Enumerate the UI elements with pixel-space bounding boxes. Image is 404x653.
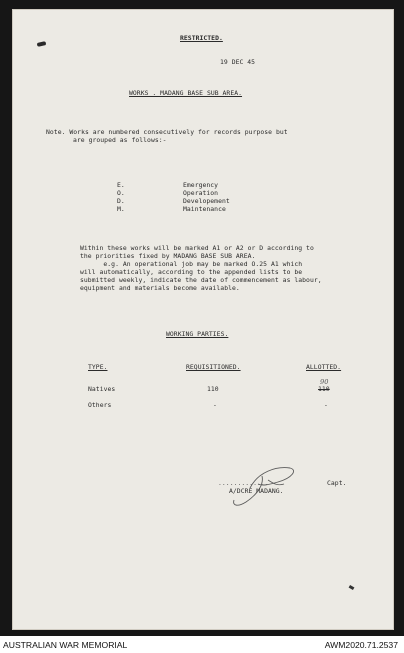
signatory: A/DCRE MADANG. xyxy=(229,487,284,495)
table-header-allotted: ALLOTTED. xyxy=(306,363,342,371)
group-name: Emergency xyxy=(183,181,219,189)
document-page xyxy=(12,9,394,630)
table-cell-type: Others xyxy=(88,401,112,409)
signature-line: ............. xyxy=(218,479,269,487)
group-name: Developement xyxy=(183,197,230,205)
paragraph-line: equipment and materials become available. xyxy=(80,284,240,292)
document-date: 19 DEC 45 xyxy=(220,58,256,66)
group-name: Operation xyxy=(183,189,219,197)
signature-rank: Capt. xyxy=(327,479,347,487)
footer-bar xyxy=(0,636,404,653)
table-cell-allotted: 110 xyxy=(318,385,330,393)
paragraph-line: e.g. An operational job may be marked O.25 A1 which xyxy=(80,260,303,268)
footer-credit: AUSTRALIAN WAR MEMORIAL xyxy=(3,640,128,650)
table-cell-allotted: - xyxy=(324,401,328,409)
note-line-1: Note. Works are numbered consecutively for records purpose but xyxy=(46,128,288,136)
working-parties-heading: WORKING PARTIES. xyxy=(166,330,229,338)
paragraph-line: Within these works will be marked A1 or A2 or D according to xyxy=(80,244,314,252)
table-cell-type: Natives xyxy=(88,385,116,393)
classification-heading: RESTRICTED. xyxy=(180,34,223,42)
paragraph-line: submitted weekly, indicate the date of commencement as labour, xyxy=(80,276,322,284)
table-cell-requisitioned: 110 xyxy=(207,385,219,393)
footer-accession-number: AWM2020.71.2537 xyxy=(324,640,398,650)
table-cell-requisitioned: - xyxy=(213,401,217,409)
group-name: Maintenance xyxy=(183,205,226,213)
table-cell-allotted-handwritten: 90 xyxy=(320,378,329,386)
group-code: O. xyxy=(117,189,125,197)
paragraph-line: the priorities fixed by MADANG BASE SUB AREA. xyxy=(80,252,256,260)
group-code: E. xyxy=(117,181,125,189)
table-header-type: TYPE. xyxy=(88,363,108,371)
document-title: WORKS . MADANG BASE SUB AREA. xyxy=(129,89,243,97)
group-code: D. xyxy=(117,197,125,205)
table-header-requisitioned: REQUISITIONED. xyxy=(186,363,241,371)
note-line-2: are grouped as follows:- xyxy=(73,136,167,144)
group-code: M. xyxy=(117,205,125,213)
paragraph-line: will automatically, according to the appended lists to be xyxy=(80,268,303,276)
